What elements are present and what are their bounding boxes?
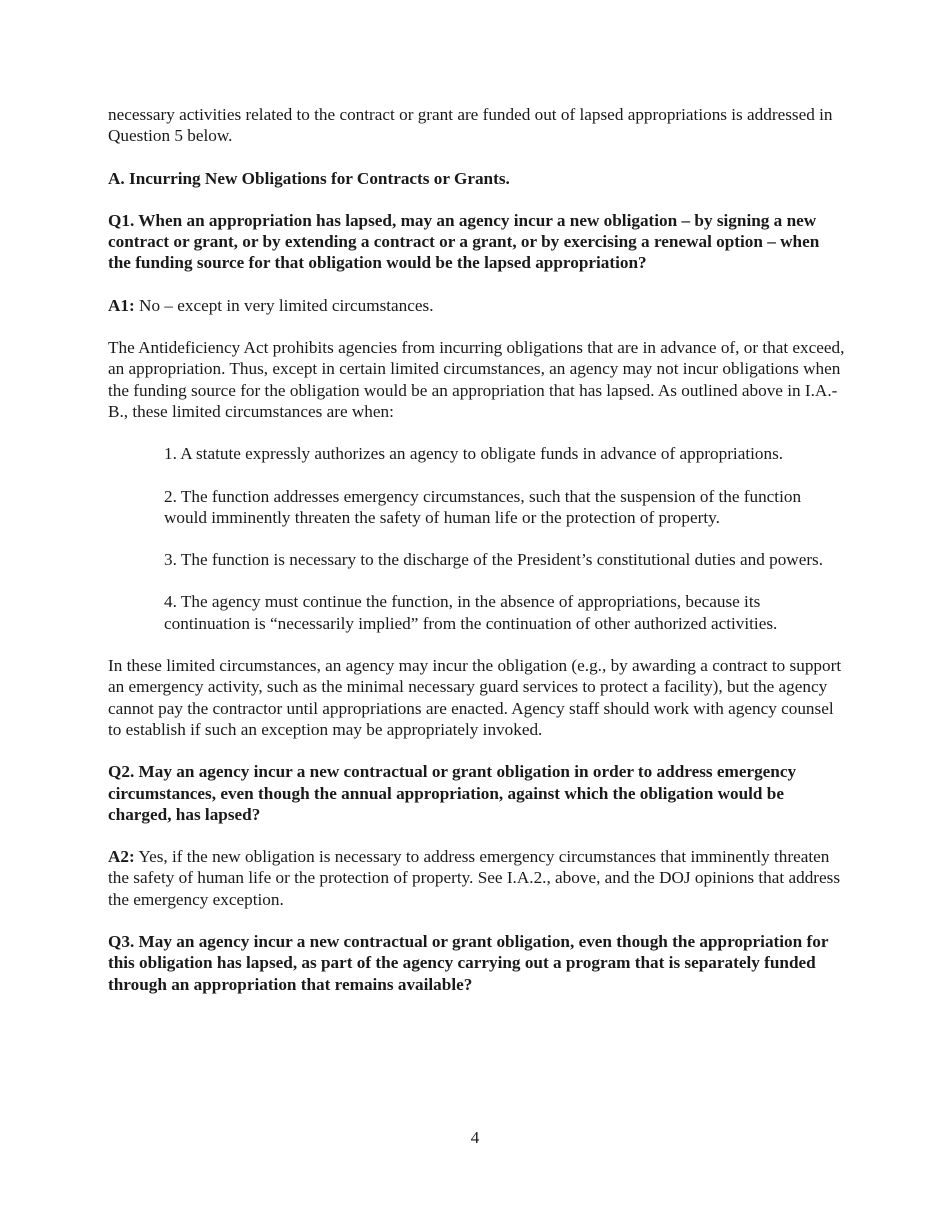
list-item: 4. The agency must continue the function, in the absence of appropriations, because its continuation is “necessarily implied” from the continuation of other authorized activities. bbox=[164, 592, 778, 633]
answer-1-paragraph: The Antideficiency Act prohibits agencies from incurring obligations that are in advance of, or that exceed, an appropriation. Thus, except in certain limited circumstances, an agency may not incur obligations when the funding source for the obligation would be an appropriation that has lapsed. As outlined above in I.A.-B., these limited circumstances are when: bbox=[108, 338, 845, 421]
answer-2-text: Yes, if the new obligation is necessary to address emergency circumstances that imminently threaten the safety of human life or the protection of property. See I.A.2., above, and the DOJ opinions that address the emergency exception. bbox=[108, 847, 841, 909]
list-item: 3. The function is necessary to the discharge of the President’s constitutional duties and powers. bbox=[164, 550, 824, 570]
question-2: Q2. May an agency incur a new contractual or grant obligation in order to address emergency circumstances, even though the annual appropriation, against which the obligation would be charged, has lapsed? bbox=[108, 762, 797, 824]
page-number: 4 bbox=[470, 1128, 480, 1147]
answer-1-label: A1: bbox=[108, 295, 135, 315]
document-body bbox=[108, 104, 846, 1016]
answer-1-closing: In these limited circumstances, an agency may incur the obligation (e.g., by awarding a contract to support an emergency activity, such as the minimal necessary guard services to protect a facility), but the agency cannot pay the contractor until appropriations are enacted. Agency staff should work with agency counsel to establish if such an exception may be appropriately invoked. bbox=[108, 656, 842, 739]
answer-2-label: A2: bbox=[108, 847, 135, 867]
answer-1-text: No – except in very limited circumstances. bbox=[134, 295, 434, 315]
answer-2 bbox=[108, 846, 846, 910]
intro-paragraph: necessary activities related to the contract or grant are funded out of lapsed appropriations is addressed in Question 5 below. bbox=[108, 105, 833, 146]
question-3: Q3. May an agency incur a new contractual or grant obligation, even though the appropriation for this obligation has lapsed, as part of the agency carrying out a program that is separately funded through an appropriation that remains available? bbox=[108, 932, 829, 994]
list-item: 1. A statute expressly authorizes an agency to obligate funds in advance of appropriations. bbox=[164, 444, 784, 464]
question-1: Q1. When an appropriation has lapsed, may an agency incur a new obligation – by signing a new contract or grant, or by extending a contract or a grant, or by exercising a renewal option – when the funding source for that obligation would be the lapsed appropriation? bbox=[108, 210, 820, 273]
answer-1 bbox=[108, 295, 846, 316]
list-item: 2. The function addresses emergency circumstances, such that the suspension of the function would imminently threaten the safety of human life or the protection of property. bbox=[164, 486, 802, 527]
section-a-heading: A. Incurring New Obligations for Contracts or Grants. bbox=[108, 168, 510, 188]
